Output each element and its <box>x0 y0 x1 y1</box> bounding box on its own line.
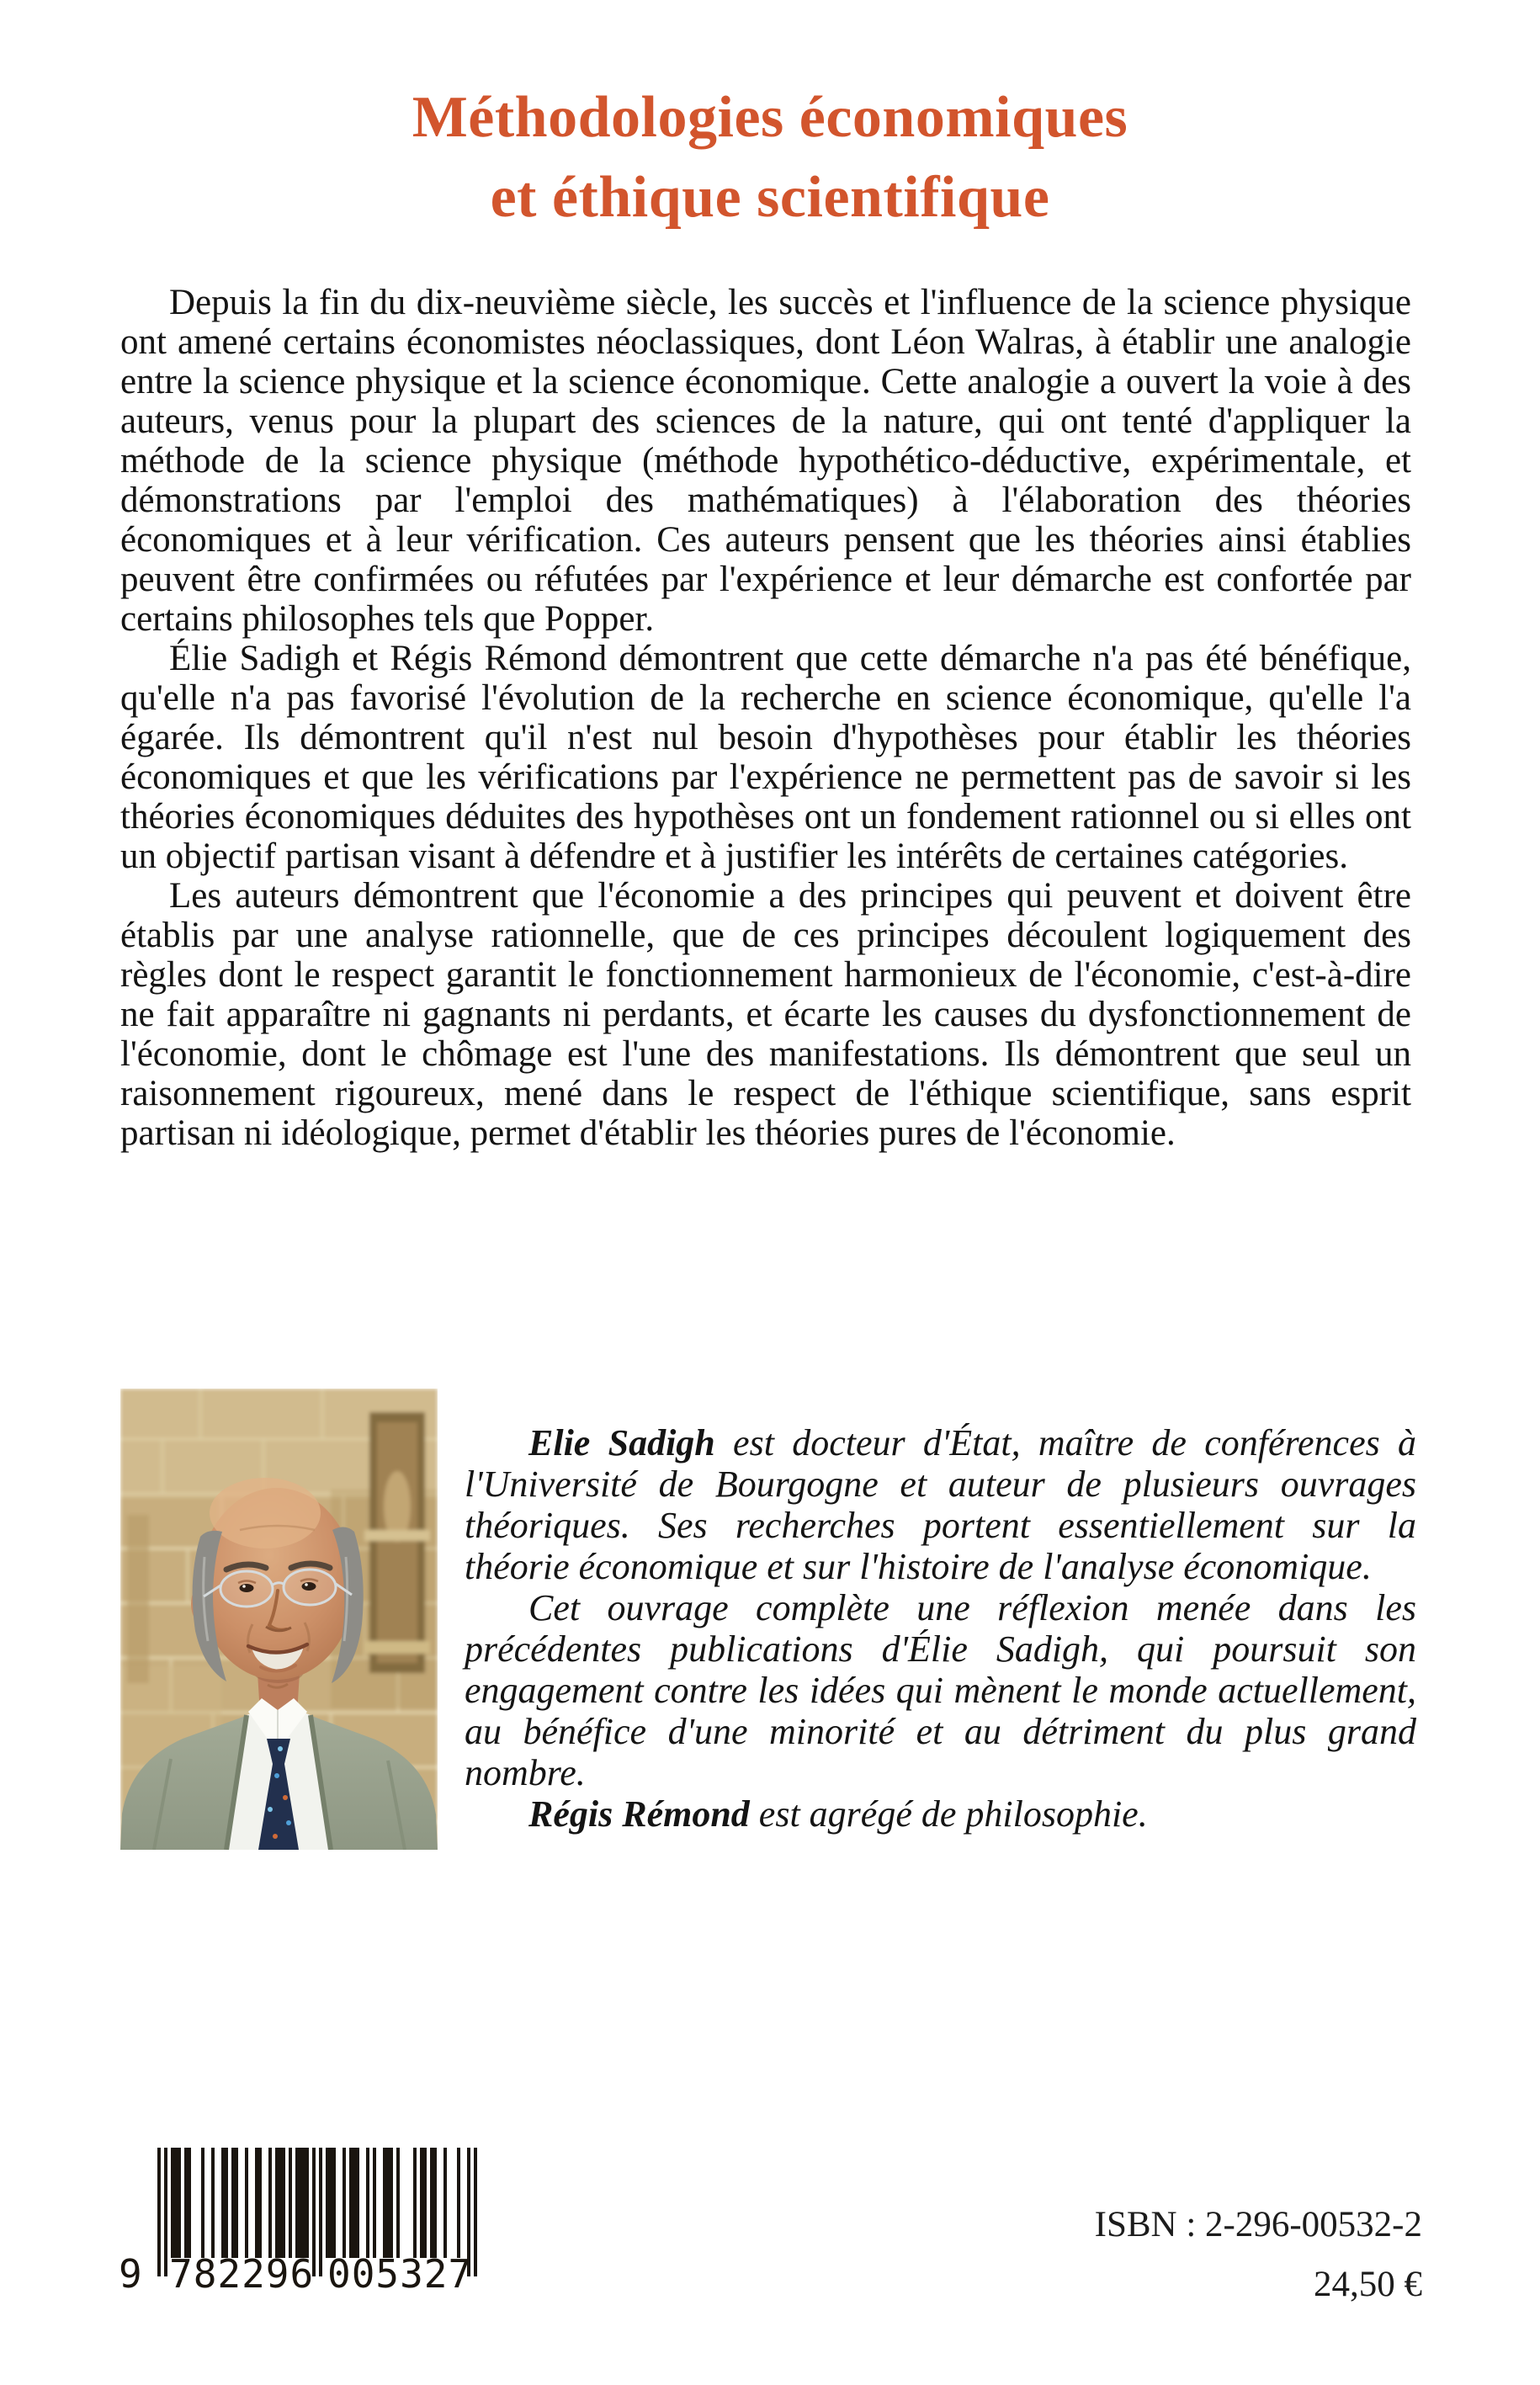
book-title-line2: et éthique scientifique <box>490 165 1050 230</box>
author1-bio-paragraph <box>465 1422 1416 1587</box>
book-title-line1: Méthodologies économiques <box>412 85 1128 150</box>
work-note-paragraph: Cet ouvrage complète une réflexion menée dans les précédentes publications d'Élie Sadigh, qui poursuit son engagement contre les idées qui mènent le monde actuellement, au bénéfice d'une minorité et au détriment du plus grand nombre. <box>465 1587 1416 1793</box>
ean-barcode <box>119 2148 489 2299</box>
synopsis-paragraph: Les auteurs démontrent que l'économie a des principes qui peuvent et doivent être établis par une analyse rationnelle, que de ces principes découlent logiquement des règles dont le respect garantit le fonctionnement harmonieux de l'économie, c'est-à-dire ne fait apparaître ni gagnants ni perdants, et écarte les causes du dysfonctionnement de l'économie, dont le chômage est l'une des manifestations. Ils démontrent que seul un raisonnement rigoureux, mené dans le respect de l'éthique scientifique, sans esprit partisan ni idéologique, permet d'établir les théories pures de l'économie. <box>120 876 1411 1153</box>
author1-bio-text: est docteur d'État, maître de conférences à l'Université de Bourgogne et auteur de plusieurs ouvrages théoriques. Ses recherches portent essentiellement sur la théorie économique et sur l'histoire de l'analyse économique. <box>465 1422 1416 1587</box>
synopsis-paragraph: Depuis la fin du dix-neuvième siècle, les succès et l'influence de la science physique ont amené certains économistes néoclassiques, dont Léon Walras, à établir une analogie entre la science physique et la science économique. Cette analogie a ouvert la voie à des auteurs, venus pour la plupart des sciences de la nature, qui ont tenté d'appliquer la méthode de la science physique (méthode hypothético-déductive, expérimentale, et démonstrations par l'emploi des mathématiques) à l'élaboration des théories économiques et à leur vérification. Ces auteurs pensent que les théories ainsi établies peuvent être confirmées ou réfutées par l'expérience et leur démarche est confortée par certains philosophes tels que Popper. <box>120 283 1411 639</box>
synopsis <box>120 283 1411 1153</box>
author2-bio-text: est agrégé de philosophie. <box>749 1793 1148 1835</box>
price: 24,50 € <box>1314 2265 1422 2304</box>
barcode-left-group: 782296 <box>169 2251 315 2297</box>
author-bio <box>465 1389 1416 1850</box>
isbn: ISBN : 2-296-00532-2 <box>1094 2205 1422 2244</box>
author-section <box>120 1389 1416 1850</box>
author-photo <box>120 1389 438 1850</box>
book-title <box>0 77 1540 237</box>
synopsis-paragraph: Élie Sadigh et Régis Rémond démontrent que cette démarche n'a pas été bénéfique, qu'elle n'a pas favorisé l'évolution de la recherche en science économique, qu'elle l'a égarée. Ils démontrent qu'il n'est nul besoin d'hypothèses pour établir les théories économiques et que les vérifications par l'expérience ne permettent pas de savoir si les théories économiques déduites des hypothèses ont un fondement rationnel ou si elles ont un objectif partisan visant à défendre et à justifier les intérêts de certaines catégories. <box>120 639 1411 876</box>
author-portrait-illustration <box>120 1389 438 1850</box>
author1-name: Elie Sadigh <box>528 1422 715 1463</box>
author2-bio-paragraph <box>465 1793 1416 1835</box>
isbn-price-block <box>1095 2195 1422 2314</box>
barcode-first-digit: 9 <box>119 2251 142 2297</box>
barcode-right-group: 005327 <box>327 2251 473 2297</box>
author2-name: Régis Rémond <box>528 1793 750 1835</box>
